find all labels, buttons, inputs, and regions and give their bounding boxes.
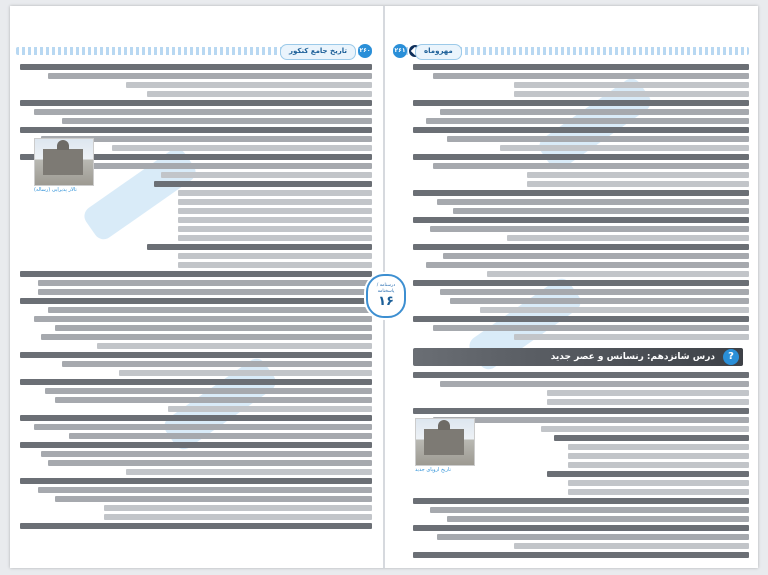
- cathedral-photo: [415, 418, 475, 466]
- left-top-note: [16, 8, 377, 18]
- left-page-title: تاریخ جامع کنکور: [280, 44, 356, 60]
- right-page: [385, 6, 758, 568]
- castle-photo: [34, 138, 94, 186]
- left-question-column: [20, 64, 372, 532]
- right-question-column-top: [413, 64, 749, 343]
- right-page-number: ۲۶۱: [393, 44, 407, 58]
- left-page-header: [16, 44, 372, 58]
- badge-number: ۱۶: [378, 294, 394, 309]
- right-photo-caption: تاریخ اروپای جدید: [415, 467, 451, 473]
- left-page: [10, 6, 383, 568]
- right-top-note: [391, 8, 752, 18]
- right-page-header: [393, 44, 749, 58]
- lesson-title: درس شانزدهم: رنسانس و عصر جدید: [550, 352, 715, 362]
- badge-label: درسنامه / پاسخنامه: [376, 283, 396, 294]
- left-photo-caption: تالار پذیرایی (رساله): [34, 187, 77, 193]
- lesson-number-badge: [366, 274, 406, 318]
- left-page-number: ۲۶۰: [358, 44, 372, 58]
- book-spread: [10, 6, 758, 568]
- lesson-title-banner: [413, 348, 743, 366]
- right-page-title: مهروماه: [415, 44, 462, 60]
- question-mark-icon: ?: [723, 349, 739, 365]
- right-question-column-bottom: [413, 372, 749, 561]
